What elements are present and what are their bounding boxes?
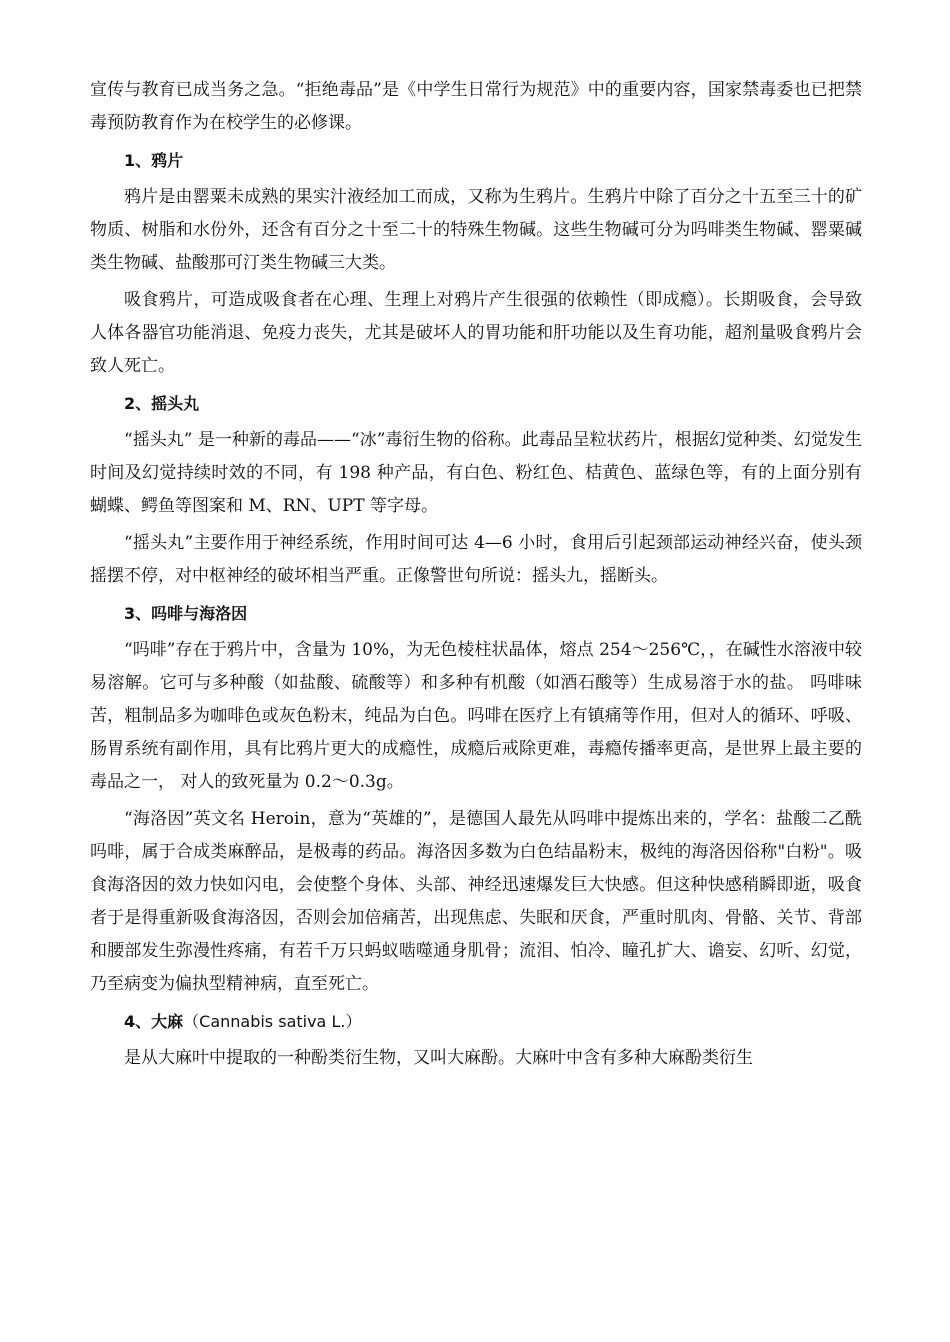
body-paragraph: “吗啡”存在于鸦片中，含量为 10%，为无色棱柱状晶体，熔点 254～256℃，，在碱性水溶液中较易溶解。它可与多种酸（如盐酸、硫酸等）和多种有机酸（如酒石酸等）生成易溶于水的盐。 吗啡味苦，粗制品多为咖啡色或灰色粉末，纯品为白色。吗啡在医疗上有镇痛等作用，但对人的循环、呼吸、肠胃系统有副作用，具有比鸦片更大的成瘾性，成瘾后戒除更难，毒瘾传播率更高，是世界上最主要的毒品之一， 对人的致死量为 0.2～0.3g。 [90,640,862,792]
section-ecstasy [90,387,862,593]
section-heading-latin-name: （Cannabis sativa L.） [183,1012,362,1031]
section-heading [90,597,862,630]
body-paragraph: 吸食鸦片，可造成吸食者在心理、生理上对鸦片产生很强的依赖性（即成瘾）。长期吸食，会导致人体各器官功能消退、免疫力丧失，尤其是破坏人的胃功能和肝功能以及生育功能，超剂量吸食鸦片会致人死亡。 [90,290,862,376]
section-opium [90,144,862,383]
intro-paragraph: 宣传与教育已成当务之急。“拒绝毒品”是《中学生日常行为规范》中的重要内容，国家禁毒委也已把禁毒预防教育作为在校学生的必修课。 [90,80,862,133]
section-cannabis [90,1005,862,1075]
body-paragraph: “摇头丸” 是一种新的毒品——“冰”毒衍生物的俗称。此毒品呈粒状药片，根据幻觉种类、幻觉发生时间及幻觉持续时效的不同，有 198 种产品，有白色、粉红色、桔黄色、蓝绿色等，有的上面分别有蝴蝶、鳄鱼等图案和 M、RN、UPT 等字母。 [90,430,862,516]
section-heading [90,144,862,177]
body-paragraph: 鸦片是由罂粟未成熟的果实汁液经加工而成，又称为生鸦片。生鸦片中除了百分之十五至三十的矿物质、树脂和水份外，还含有百分之十至二十的特殊生物碱。这些生物碱可分为吗啡类生物碱、罂粟碱类生物碱、盐酸那可汀类生物碱三大类。 [90,187,862,273]
body-paragraph: 是从大麻叶中提取的一种酚类衍生物，又叫大麻酚。大麻叶中含有多种大麻酚类衍生 [124,1048,753,1068]
section-heading [90,387,862,420]
section-morphine-heroin [90,597,862,1001]
section-heading-text: 1、鸦片 [124,151,184,170]
section-heading-text: 3、吗啡与海洛因 [124,604,248,623]
section-heading-text: 4、大麻 [124,1012,184,1031]
document-page [90,74,862,1079]
section-heading [90,1005,862,1038]
section-heading-text: 2、摇头丸 [124,394,200,413]
body-paragraph: “海洛因”英文名 Heroin，意为“英雄的”，是德国人最先从吗啡中提炼出来的，学名：盐酸二乙酰吗啡，属于合成类麻醉品，是极毒的药品。海洛因多数为白色结晶粉末，极纯的海洛因俗称"白粉"。吸食海洛因的效力快如闪电，会使整个身体、头部、神经迅速爆发巨大快感。但这种快感稍瞬即逝，吸食者于是得重新吸食海洛因，否则会加倍痛苦，出现焦虑、失眠和厌食，严重时肌肉、骨骼、关节、背部和腰部发生弥漫性疼痛，有若千万只蚂蚁啮噬通身肌骨；流泪、怕冷、瞳孔扩大、谵妄、幻听、幻觉，乃至病变为偏执型精神病，直至死亡。 [90,809,862,994]
body-paragraph: “摇头丸”主要作用于神经系统，作用时间可达 4—6 小时，食用后引起颈部运动神经兴奋，使头颈摇摆不停，对中枢神经的破坏相当严重。正像警世句所说：摇头九，摇断头。 [90,533,862,586]
